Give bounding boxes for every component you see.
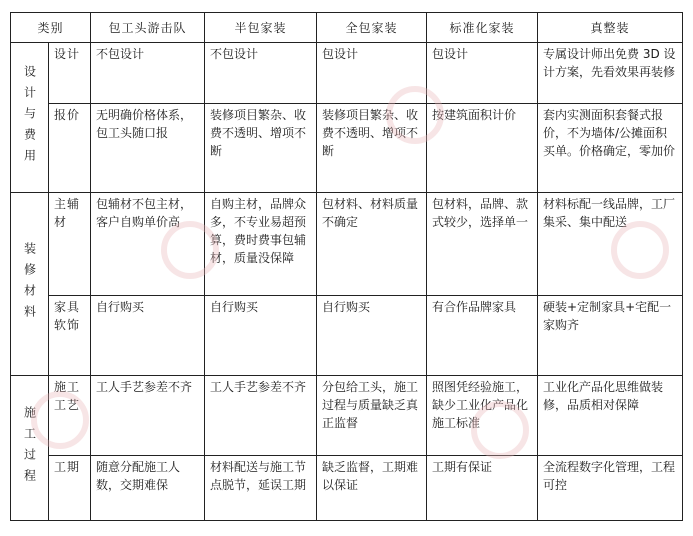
table-row	[11, 376, 683, 456]
subcategory-schedule: 工期	[49, 456, 91, 521]
table-cell: 照图凭经验施工，缺少工业化产品化施工标准	[427, 376, 538, 456]
header-true-full: 真整装	[538, 13, 683, 43]
table-cell: 自行购买	[317, 296, 427, 376]
category-design-fee: 设计与费用	[11, 43, 49, 193]
table-cell: 不包设计	[205, 43, 317, 104]
category-materials: 装修材料	[11, 193, 49, 376]
table-cell: 装修项目繁杂、收费不透明、增项不断	[205, 104, 317, 193]
subcategory-price: 报价	[49, 104, 91, 193]
subcategory-furniture: 家具软饰	[49, 296, 91, 376]
table-cell: 包材料、材料质量不确定	[317, 193, 427, 296]
table-row	[11, 296, 683, 376]
table-cell: 包设计	[427, 43, 538, 104]
table-cell: 包材料，品牌、款式较少，选择单一	[427, 193, 538, 296]
table-cell: 有合作品牌家具	[427, 296, 538, 376]
header-row	[11, 13, 683, 43]
table-cell: 套内实测面积套餐式报价，不为墙体/公摊面积买单。价格确定，零加价	[538, 104, 683, 193]
table-cell: 包辅材不包主材，客户自购单价高	[91, 193, 205, 296]
table-cell: 专属设计师出免费 3D 设计方案，先看效果再装修	[538, 43, 683, 104]
table-cell: 工期有保证	[427, 456, 538, 521]
table-cell: 全流程数字化管理，工程可控	[538, 456, 683, 521]
table-cell: 不包设计	[91, 43, 205, 104]
subcategory-craft: 施工工艺	[49, 376, 91, 456]
comparison-table	[10, 12, 683, 521]
table-cell: 自行购买	[91, 296, 205, 376]
table-cell: 工业化产品化思维做装修，品质相对保障	[538, 376, 683, 456]
header-full-package: 全包家装	[317, 13, 427, 43]
subcategory-main-aux-materials: 主辅材	[49, 193, 91, 296]
table-cell: 工人手艺参差不齐	[205, 376, 317, 456]
table-cell: 分包给工头，施工过程与质量缺乏真正监督	[317, 376, 427, 456]
header-foreman-team: 包工头游击队	[91, 13, 205, 43]
table-row	[11, 43, 683, 104]
table-cell: 按建筑面积计价	[427, 104, 538, 193]
header-category: 类别	[11, 13, 91, 43]
table-cell: 无明确价格体系，包工头随口报	[91, 104, 205, 193]
table-cell: 工人手艺参差不齐	[91, 376, 205, 456]
table-cell: 随意分配施工人数，交期难保	[91, 456, 205, 521]
table-row	[11, 456, 683, 521]
table-cell: 材料配送与施工节点脱节，延误工期	[205, 456, 317, 521]
table-cell: 自购主材，品牌众多，不专业易超预算，费时费事包辅材，质量没保障	[205, 193, 317, 296]
table-row	[11, 193, 683, 296]
header-half-package: 半包家装	[205, 13, 317, 43]
table-cell: 装修项目繁杂、收费不透明、增项不断	[317, 104, 427, 193]
table-cell: 缺乏监督，工期难以保证	[317, 456, 427, 521]
table-cell: 自行购买	[205, 296, 317, 376]
table-row	[11, 104, 683, 193]
table-cell: 硬装+定制家具+宅配一家购齐	[538, 296, 683, 376]
subcategory-design: 设计	[49, 43, 91, 104]
category-construction: 施工过程	[11, 376, 49, 521]
header-standardized: 标准化家装	[427, 13, 538, 43]
table-cell: 材料标配一线品牌，工厂集采、集中配送	[538, 193, 683, 296]
table-cell: 包设计	[317, 43, 427, 104]
